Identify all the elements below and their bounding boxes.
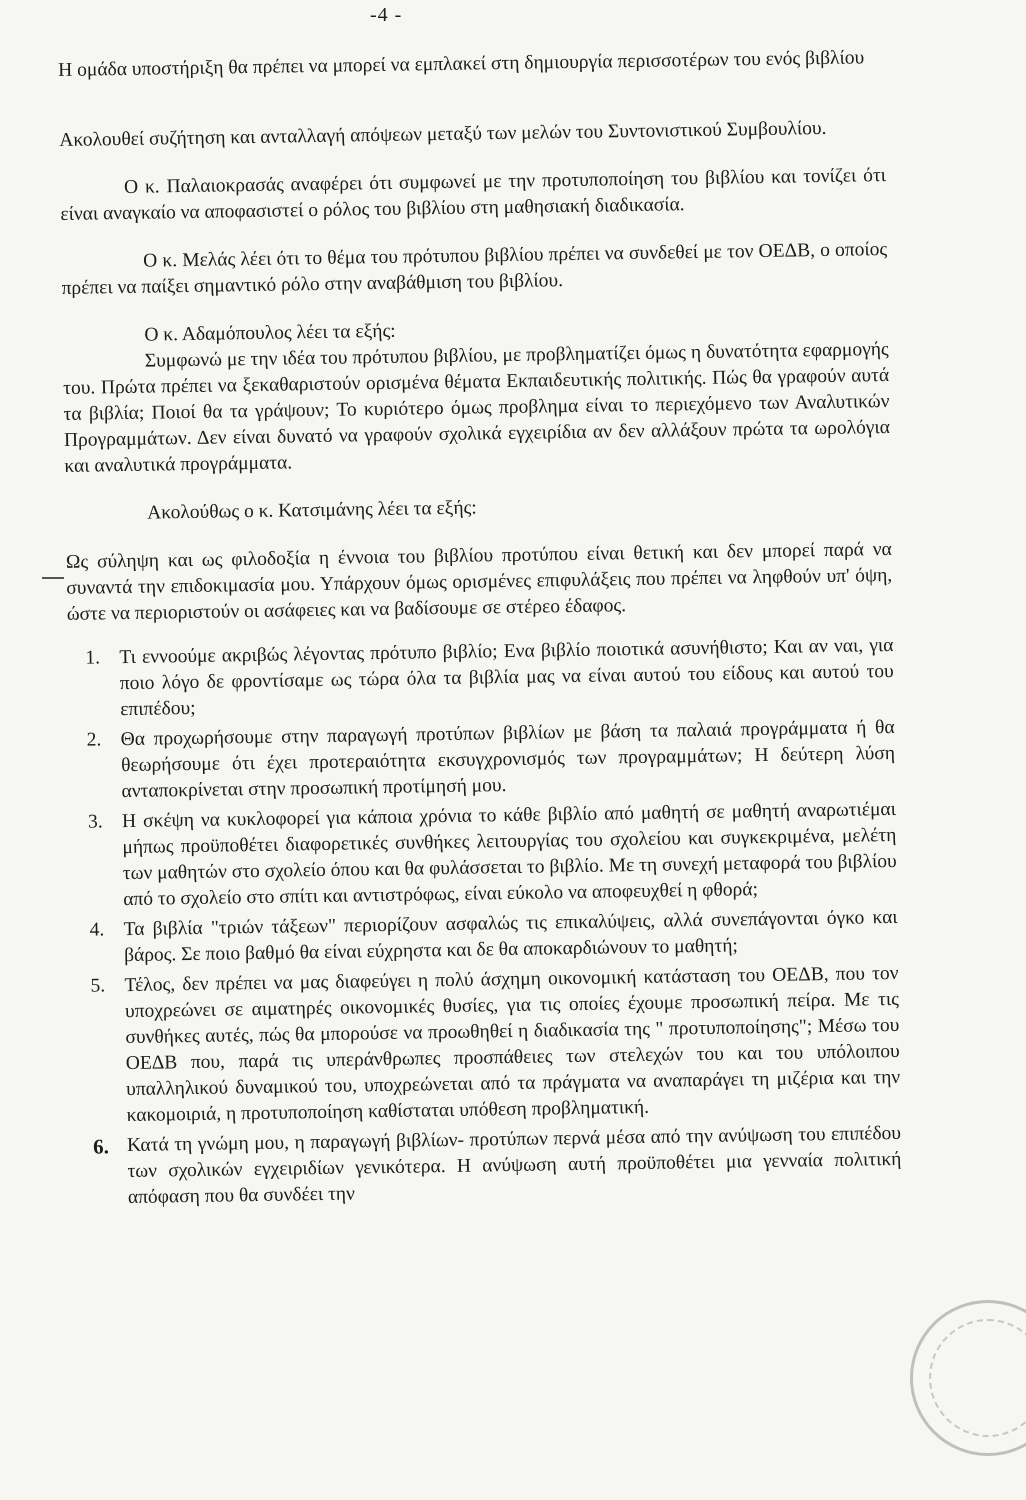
list-number: 4. [89, 919, 105, 941]
paragraph-discussion: Ακολουθεί συζήτηση και ανταλλαγή απόψεων μεταξύ των μελών του Συντονιστικού Συμβουλίου. [59, 117, 827, 151]
list-number: 2. [86, 729, 102, 751]
official-stamp [910, 1300, 1026, 1456]
list-item [67, 633, 894, 724]
stamp-ring [929, 1319, 1026, 1437]
heading-adamopoulos: Ο κ. Αδαμόπουλος λέει τα εξής: [144, 320, 396, 346]
document-body [58, 45, 902, 1216]
paragraph-katsimanis: Ως σύληψη και ως φιλοδοξία η έννοια του βιβλίου προτύπου είναι θετική και δεν μπορεί παρά να συναντά την επιδοκιμασία μου. Υπάρχουν όμως ορισμένες επιφυλάξεις που πρέπει να ληφθούν υπ' όψη, ώστε να περιοριστούν οι ασάφειες και να βαδίσουμε σε στέρεο έδαφος. [65, 538, 893, 625]
list-item [72, 961, 900, 1130]
list-item [69, 715, 896, 806]
list-item [70, 797, 898, 914]
page-number: -4 - [370, 4, 403, 26]
list-number: 5. [90, 975, 106, 997]
list-number: 3. [87, 811, 103, 833]
list-number: 6. [92, 1134, 110, 1159]
paragraph-support-team: Η ομάδα υποστήριξη θα πρέπει να μπορεί να εμπλακεί στη δημιουργία περισσοτέρων του ενός βιβλίου [58, 47, 865, 81]
heading-katsimanis: Ακολούθως ο κ. Κατσιμάνης λέει τα εξής: [146, 497, 477, 524]
list-item-text: Τα βιβλία "τριών τάξεων" περιορίζουν ασφαλώς τις επικαλύψεις, αλλά συνεπάγονται όγκο και βάρος. Σε ποιο βαθμό θα είναι εύχρηστα και δε θα αποκαρδιώνουν το μαθητή; [123, 906, 898, 967]
paragraph-melas: Ο κ. Μελάς λέει ότι το θέμα του πρότυπου βιβλίου πρέπει να συνδεθεί με τον ΟΕΔΒ, ο οποίος πρέπει να παίξει σημαντικό ρόλο στην αναβάθμιση του βιβλίου. [61, 239, 888, 299]
list-item-text: Η σκέψη να κυκλοφορεί για κάποια χρόνια το κάθε βιβλίο από μαθητή σε μαθητή αναρωτιέμαι μήπως προϋποθέτει διαφορετικές συνθήκες λειτουργίας του σχολείου και συγκεκριμένα, μελέτη των μαθητών στο σχολείο όπου και θα φυλάσσεται το βιβλίο. Με τη συνεχή μεταφορά του βιβλίου από το σχολείο στο σπίτι και αντιστρόφως, είναι εύκολο να αποφευχθεί η φθορά; [121, 798, 897, 911]
points-list [67, 633, 902, 1212]
list-number: 1. [85, 647, 101, 669]
list-item [72, 905, 899, 970]
margin-dash [42, 577, 64, 579]
paragraph-adamopoulos: Συμφωνώ με την ιδέα του πρότυπου βιβλίου, με προβληματίζει όμως η δυνατότητα εφαρμογής του. Πρώτα πρέπει να ξεκαθαριστούν ορισμένα θέματα Εκπαιδευτικής πολιτικής. Πώς θα γραφούν αυτά τα βιβλία; Ποιοί θα τα γράψουν; Το κυριότερο όμως προβλημα είναι το περιεχόμενο των Αναλυτικών Προγραμμάτων. Δεν είναι δυνατό να γραφούν σχολικά εγχειρίδια αν δεν αλλάξουν πρώτα τα ωρολόγια και αναλυτικά προγράμματα. [63, 338, 891, 477]
list-item-text: Θα προχωρήσουμε στην παραγωγή προτύπων βιβλίων με βάση τα παλαιά προγράμματα ή θα θεωρήσουμε ότι έχει προτεραιότητα εκσυγχρονισμός των προγραμμάτων; Η δεύτερη λύση ανταποκρίνεται στην προσωπική προτίμησή μου. [120, 716, 896, 803]
list-item-text: Τέλος, δεν πρέπει να μας διαφεύγει η πολύ άσχημη οικονομική κατάσταση του ΟΕΔΒ, που τον υποχρεώνει σε αιματηρές οικονομικές θυσίες, για τις οποίες έχουμε προσωπική πείρα. Με τις συνθήκες αυτές, πώς θα μπορούσε να προωθηθεί η διαδικασία της " προτυποποίησης"; Μέσω του ΟΕΔΒ που, παρά τις υπεράνθρωπες προσπάθειες των στελεχών του και του υπόλοιπου υπαλληλικού δυναμικού του, υποχρεώνεται από τα πράγματα να αναπαράγει τη μιζέρια και την κακομοιριά, η προτυποποίηση καθίσταται υπόθεση προβληματική. [124, 962, 901, 1127]
list-item-text: Τι εννοούμε ακριβώς λέγοντας πρότυπο βιβλίο; Ενα βιβλίο ποιοτικά ασυνήθιστο; Και αν ναι, για ποιο λόγο δε φροντίσαμε ως τώρα όλα τα βιβλία μας να είναι αυτού του είδους και αυτού του επιπέδου; [119, 634, 894, 721]
paragraph-palaiokrasas: Ο κ. Παλαιοκρασάς αναφέρει ότι συμφωνεί με την προτυποποίηση του βιβλίου και τονίζει ότι είναι αναγκαίο να αποφασιστεί ο ρόλος του βιβλίου στη μαθησιακή διαδικασία. [60, 165, 887, 225]
list-item [75, 1121, 902, 1212]
list-item-text: Κατά τη γνώμη μου, η παραγωγή βιβλίων- προτύπων περνά μέσα από την ανύψωση του επιπέδου των σχολικών εγχειριδίων γενικότερα. Η ανύψωση αυτή προϋποθέτει μια γενναία πολιτική απόφαση που θα συνδέει την [126, 1122, 902, 1209]
